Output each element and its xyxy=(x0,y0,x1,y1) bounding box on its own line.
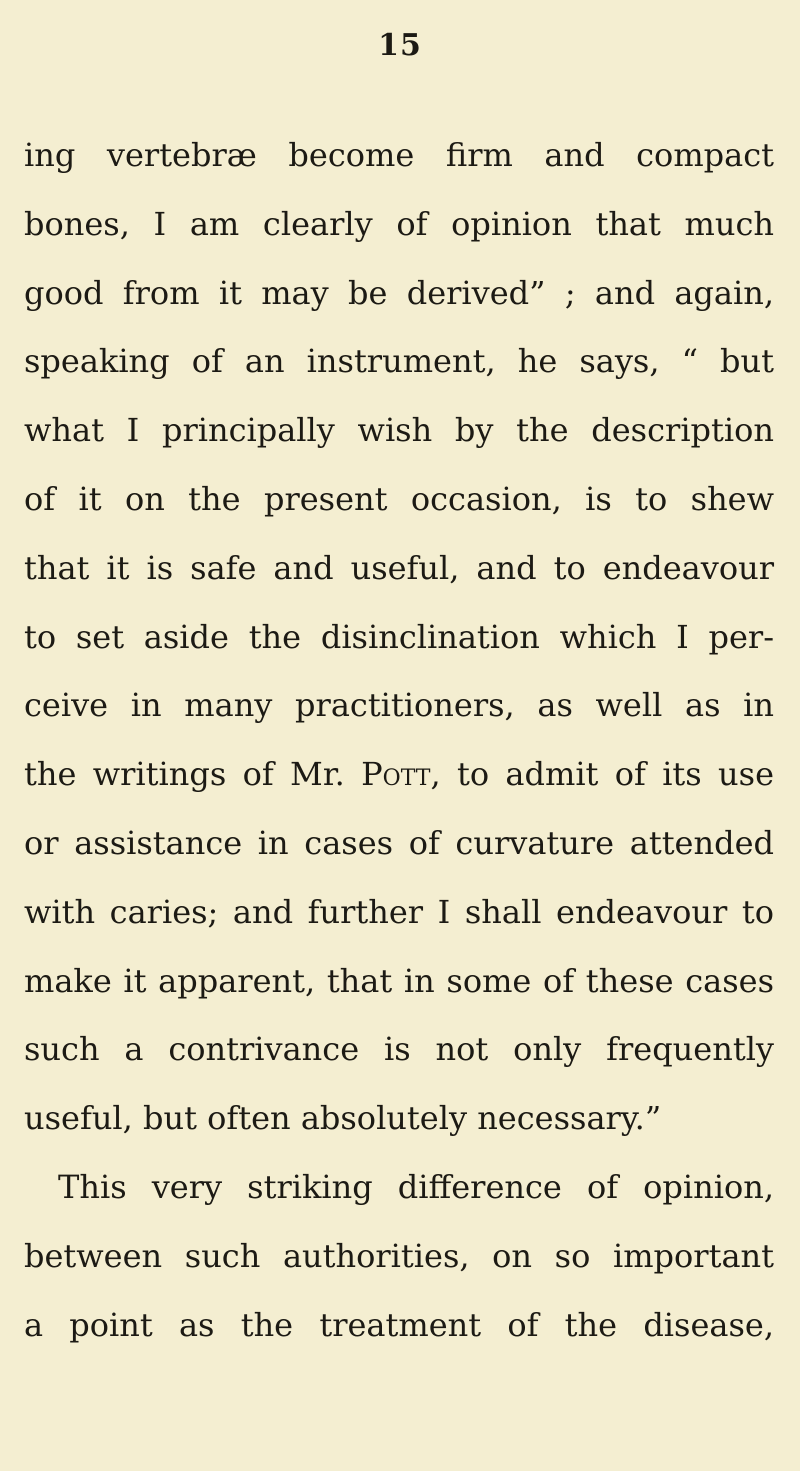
text-line-2: bones, I am clearly of opinion that much xyxy=(24,204,774,243)
text-line-10-end: , to admit of its use xyxy=(430,755,775,794)
text-line-10 xyxy=(24,754,774,823)
text-line-9: ceive in many practitioners, as well as in xyxy=(24,686,774,725)
text-line-3: good from it may be derived” ; and again, xyxy=(24,273,774,312)
author-name-pott: Pott xyxy=(361,755,431,794)
text-line-17: between such authorities, on so important xyxy=(24,1236,774,1275)
text-line-14: such a contrivance is not only frequently xyxy=(24,1030,774,1069)
text-line-1: ing vertebræ become firm and compact xyxy=(24,136,774,174)
text-line-12: with caries; and further I shall endeavour to xyxy=(24,892,774,931)
text-line-15: useful, but often absolutely necessary.” xyxy=(24,1099,662,1138)
text-line-10-start: the writings of Mr. xyxy=(24,755,345,794)
text-line-6: of it on the present occasion, is to shew xyxy=(24,479,774,518)
page-number: 15 xyxy=(378,28,422,63)
text-line-18: a point as the treatment of the disease, xyxy=(24,1305,774,1344)
text-line-4: speaking of an instrument, he says, “ but xyxy=(24,342,774,381)
text-line-11: or assistance in cases of curvature attended xyxy=(24,823,774,862)
text-line-5: what I principally wish by the description xyxy=(24,411,774,450)
text-line-16: This very striking difference of opinion, xyxy=(58,1167,774,1206)
text-line-7: that it is safe and useful, and to endeavour xyxy=(24,548,774,587)
text-line-8: to set aside the disinclination which I per- xyxy=(24,617,774,656)
text-line-13: make it apparent, that in some of these cases xyxy=(24,961,774,1000)
body-text xyxy=(24,135,774,1373)
